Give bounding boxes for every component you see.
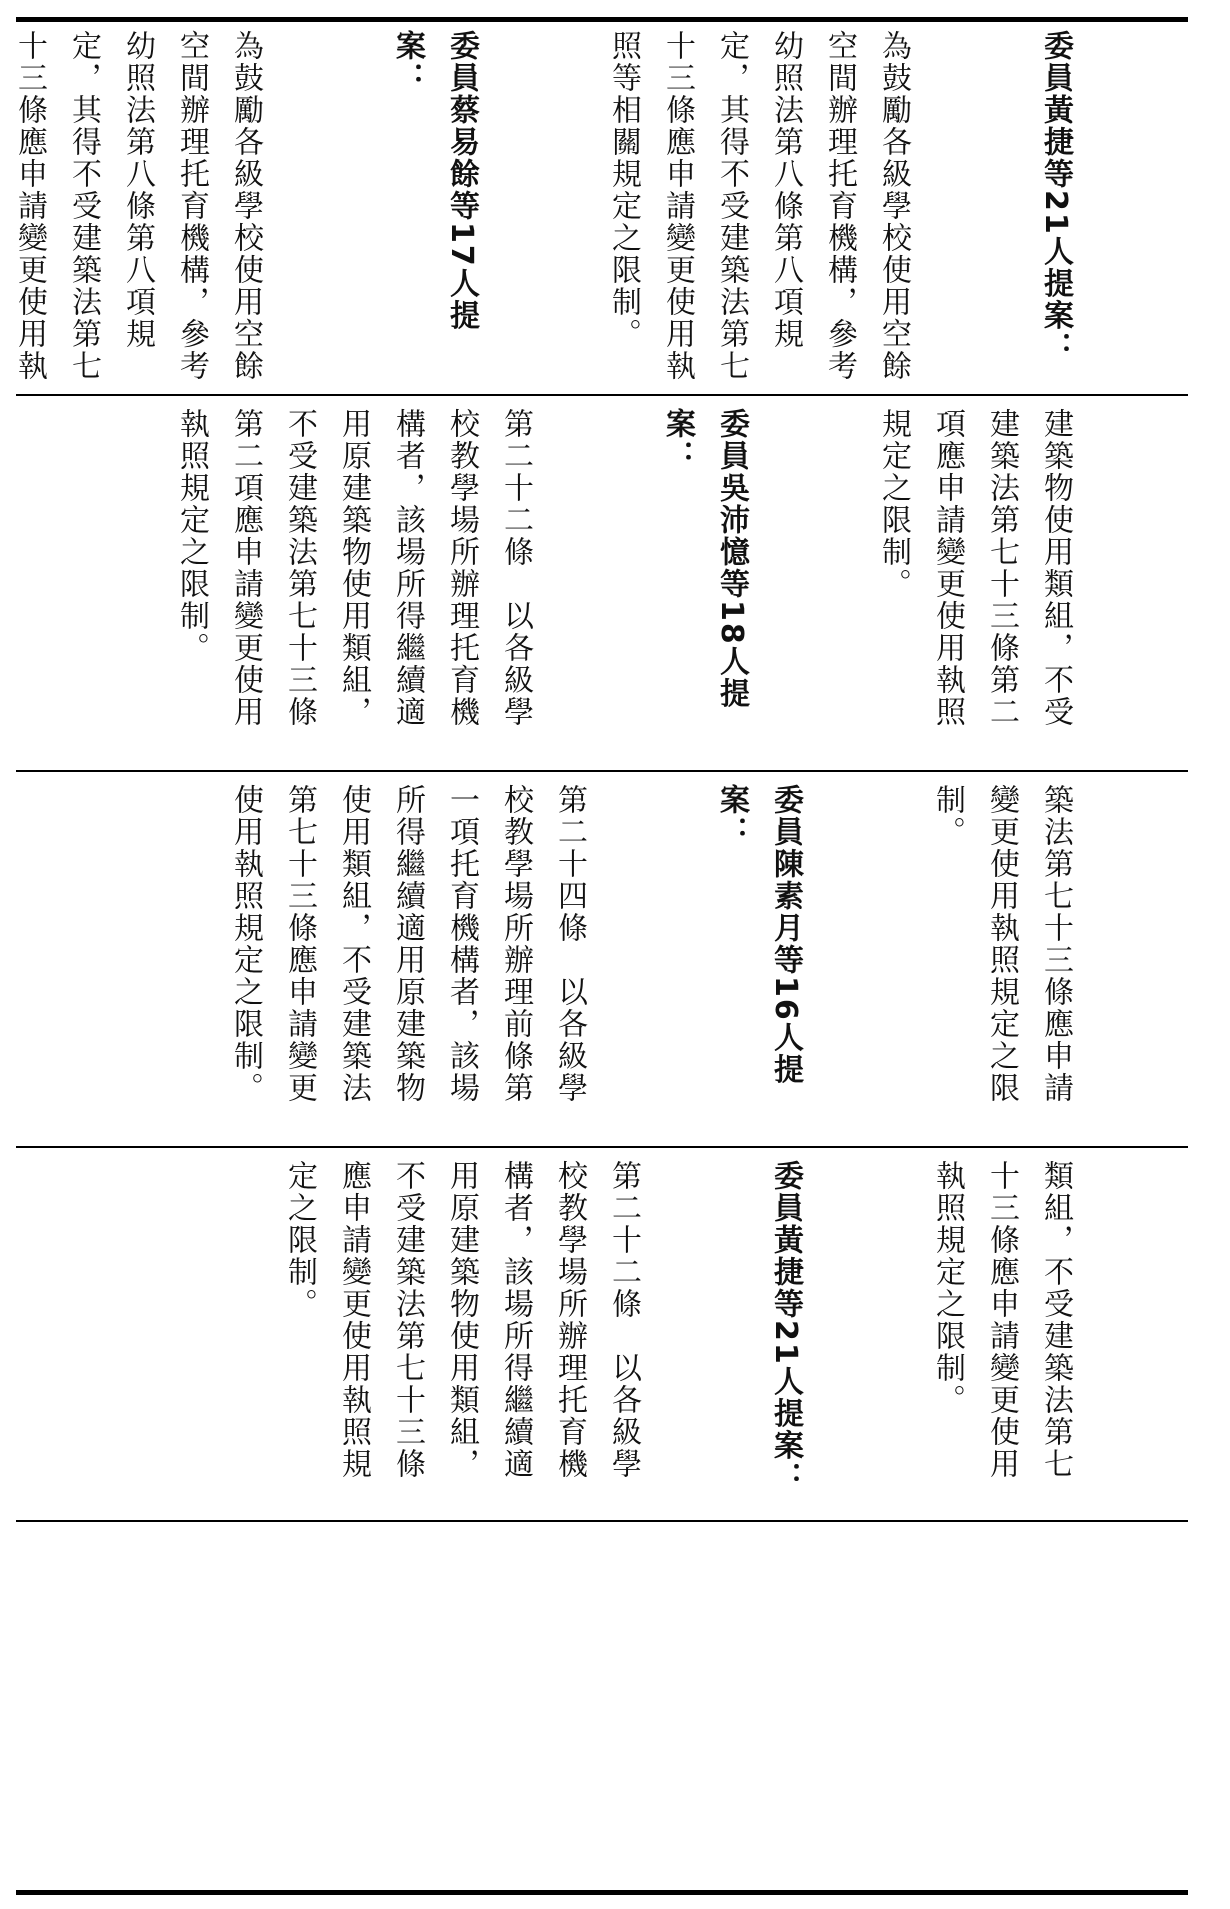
proposal-text: 類組，不受建築法第七十三條應申請變更使用執照規定之限制。: [930, 1160, 1073, 1480]
row-divider: [16, 1520, 1188, 1522]
proposal-text: 建築物使用類組，不受建築法第七十三條第二項應申請變更使用執照規定之限制。: [876, 408, 1073, 728]
proposer-heading: 委員黃捷等21人提案：: [768, 1160, 803, 1494]
text-block-1: [12, 30, 1190, 388]
row-divider: [16, 394, 1188, 396]
bottom-rule: [16, 1890, 1188, 1895]
proposer-heading: 委員吳沛憶等18人提案：: [660, 408, 749, 710]
proposal-text: 為鼓勵各級學校使用空餘空間辦理托育機構，參考幼照法第八條第八項規定，其得不受建築法第七十三條應申請變更使用執: [12, 30, 263, 382]
text-block-2: [30, 408, 1190, 758]
top-rule: [16, 17, 1188, 22]
proposal-text: 為鼓勵各級學校使用空餘空間辦理托育機構，參考幼照法第八條第八項規定，其得不受建築法第七十三條應申請變更使用執照等相關規定之限制。: [606, 30, 911, 382]
text-block-4: [30, 1160, 1190, 1510]
text-block-3: [30, 784, 1190, 1134]
proposal-text: 築法第七十三條應申請變更使用執照規定之限制。: [930, 784, 1073, 1104]
proposer-heading: 委員陳素月等16人提案：: [714, 784, 803, 1086]
row-divider: [16, 770, 1188, 772]
proposer-heading: 委員蔡易餘等17人提案：: [390, 30, 479, 332]
proposer-heading: 委員黃捷等21人提案：: [1038, 30, 1073, 364]
proposal-text: 第二十二條 以各級學校教學場所辦理托育機構者，該場所得繼續適用原建築物使用類組，不受建築法第七十三條第二項應申請變更使用執照規定之限制。: [174, 408, 533, 728]
proposal-text: 第二十二條 以各級學校教學場所辦理托育機構者，該場所得繼續適用原建築物使用類組，不受建築法第七十三條應申請變更使用執照規定之限制。: [282, 1160, 641, 1480]
proposal-text: 第二十四條 以各級學校教學場所辦理前條第一項托育機構者，該場所得繼續適用原建築物使用類組，不受建築法第七十三條應申請變更使用執照規定之限制。: [228, 784, 587, 1104]
row-divider: [16, 1146, 1188, 1148]
